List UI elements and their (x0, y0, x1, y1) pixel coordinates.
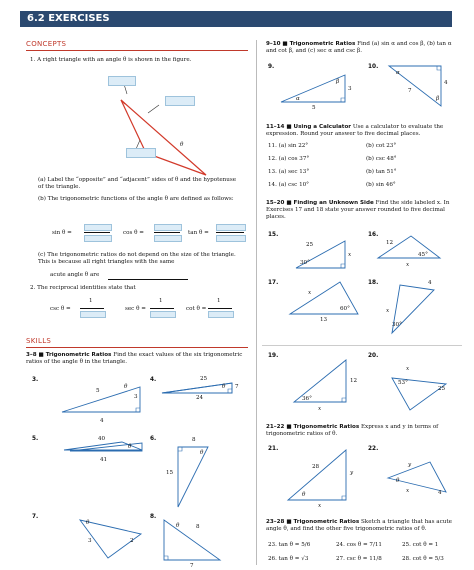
p9-beta: β (336, 79, 340, 85)
s1114-title: 11–14 ■ Using a Calculator (266, 124, 352, 130)
p5-side-b: 41 (100, 457, 108, 463)
calc-13a: 13. (a) sec 13° (268, 169, 310, 175)
p22-y: y (408, 462, 412, 468)
p10-side-b: 7 (408, 88, 412, 94)
ex-26: 26. tan θ = √3 (268, 556, 309, 562)
sec-one: 1 (159, 298, 163, 304)
p7-side-a: 3 (88, 538, 92, 544)
sec-label: sec θ = (125, 306, 146, 312)
cot-label: cot θ = (186, 306, 207, 312)
p22-theta: θ (396, 478, 400, 484)
p17-side-a: 13 (320, 317, 328, 323)
p8-side-a: 8 (196, 524, 200, 530)
question-1: 1. A right triangle with an angle θ is shown in the figure. (30, 57, 192, 63)
ex-23: 23. tan θ = 5/6 (268, 542, 311, 548)
s910-title: 9–10 ■ Trigonometric Ratios (266, 41, 356, 47)
p16-angle: 45° (418, 252, 428, 258)
p6-side-a: 8 (192, 437, 196, 443)
p17-x: x (308, 290, 312, 296)
skills-header: SKILLS (26, 337, 52, 345)
p22-number: 22. (368, 446, 379, 452)
skills-title: 3–8 ■ Trigonometric Ratios (26, 352, 112, 358)
question-2: 2. The reciprocal identities state that (30, 285, 136, 291)
p3-side-a: 5 (96, 388, 100, 394)
p9-side-a: 3 (348, 86, 352, 92)
p16-number: 16. (368, 232, 379, 238)
p19-angle: 36° (302, 396, 312, 402)
p19-number: 19. (268, 353, 279, 359)
p8-side-b: 7 (190, 563, 194, 569)
section-banner: 6.2 EXERCISES (20, 11, 452, 27)
calc-12a: 12. (a) cos 37° (268, 156, 310, 162)
calc-14a: 14. (a) csc 10° (268, 182, 309, 188)
p22-x: x (406, 488, 410, 494)
p18-x: x (386, 308, 390, 314)
cos-label: cos θ = (123, 230, 144, 236)
s2122-desc: Express x and y in terms of trigonometric ratios of θ. (266, 424, 439, 437)
p7-number: 7. (32, 514, 39, 520)
p21-x: x (318, 503, 322, 509)
p6-theta: θ (200, 450, 204, 456)
calc-13b: (b) tan 51° (366, 169, 397, 175)
p8-number: 8. (150, 514, 157, 520)
ex-25: 25. cot θ = 1 (402, 542, 439, 548)
p3-number: 3. (32, 377, 39, 383)
theta-label: θ (180, 142, 184, 148)
p20-number: 20. (368, 353, 379, 359)
part-c: (c) The trigonometric ratios do not depend on the size of the triangle. This is because all right triangles with the same (38, 252, 236, 265)
p18-number: 18. (368, 280, 379, 286)
calc-12b: (b) csc 48° (366, 156, 397, 162)
p10-alpha: α (396, 70, 400, 76)
csc-one: 1 (89, 298, 93, 304)
p15-number: 15. (268, 232, 279, 238)
calc-11a: 11. (a) sin 22° (268, 143, 309, 149)
p16-x: x (406, 262, 410, 268)
p15-x: x (348, 252, 352, 258)
p4-side-b: 7 (235, 384, 239, 390)
s1520-title: 15–20 ■ Finding an Unknown Side (266, 200, 374, 206)
s2122-title: 21–22 ■ Trigonometric Ratios (266, 424, 360, 430)
p20-angle: 53° (398, 380, 408, 386)
calc-11b: (b) cot 23° (366, 143, 397, 149)
s910-desc: Find (a) sin α and cos β, (b) tan α and cot β, and (c) sec α and csc β. (266, 41, 452, 54)
part-a: (a) Label the “opposite” and “adjacent” sides of θ and the hypotenuse of the triangle. (38, 177, 237, 190)
ex-24: 24. cos θ = 7/11 (336, 542, 382, 548)
p10-beta: β (436, 96, 440, 102)
p17-number: 17. (268, 280, 279, 286)
p19-side-a: 12 (350, 378, 358, 384)
p15-side-a: 25 (306, 242, 314, 248)
p17-angle: 60° (340, 306, 350, 312)
p6-side-b: 15 (166, 470, 174, 476)
p5-theta: θ (128, 444, 132, 450)
p21-number: 21. (268, 446, 279, 452)
sin-label: sin θ = (52, 230, 72, 236)
p21-side-a: 28 (312, 464, 320, 470)
p21-y: y (350, 470, 354, 476)
p9-number: 9. (268, 64, 275, 70)
p7-side-b: 2 (130, 538, 134, 544)
s2328-title: 23–28 ■ Trigonometric Ratios (266, 519, 360, 525)
p10-number: 10. (368, 64, 379, 70)
ex-28: 28. cot θ = 5/3 (402, 556, 444, 562)
p18-side-a: 4 (428, 280, 432, 286)
csc-label: csc θ = (50, 306, 71, 312)
p5-number: 5. (32, 436, 39, 442)
cot-one: 1 (217, 298, 221, 304)
p7-theta: θ (86, 520, 90, 526)
p19-x: x (318, 406, 322, 412)
p6-number: 6. (150, 436, 157, 442)
s1520-desc: Find the side labeled x. In Exercises 17 and 18 state your answer rounded to five decimal places. (266, 200, 450, 220)
p3-side-b: 3 (134, 394, 138, 400)
s2328-desc: Sketch a triangle that has acute angle θ, and find the other five trigonometric ratios of θ. (266, 519, 452, 532)
p18-angle: 30° (392, 322, 402, 328)
p3-side-c: 4 (100, 418, 104, 424)
p4-side-c: 24 (196, 395, 204, 401)
p3-theta: θ (124, 384, 128, 390)
p4-theta: θ (222, 384, 226, 390)
p10-side-a: 4 (444, 80, 448, 86)
p20-x: x (406, 366, 410, 372)
concepts-header: CONCEPTS (26, 40, 67, 48)
part-c-tail: acute angle θ are (50, 272, 100, 278)
p9-side-b: 5 (312, 105, 316, 111)
p4-number: 4. (150, 377, 157, 383)
calc-14b: (b) sin 46° (366, 182, 396, 188)
p8-theta: θ (176, 523, 180, 529)
tan-label: tan θ = (188, 230, 209, 236)
part-b: (b) The trigonometric functions of the angle θ are defined as follows: (38, 196, 234, 202)
p22-side-a: 4 (438, 490, 442, 496)
right-divider (262, 345, 462, 346)
skills-desc: Find the exact values of the six trigonometric ratios of the angle θ in the triangle. (26, 352, 243, 365)
p15-angle: 30° (300, 260, 310, 266)
ex-27: 27. csc θ = 11/8 (336, 556, 382, 562)
p4-side-a: 25 (200, 376, 208, 382)
s1114-desc: Use a calculator to evaluate the expression. Round your answer to five decimal places. (266, 124, 444, 137)
p20-side-a: 25 (438, 386, 446, 392)
p5-side-a: 40 (98, 436, 106, 442)
p16-side-a: 12 (386, 240, 394, 246)
p21-theta: θ (302, 492, 306, 498)
p9-alpha: α (296, 96, 300, 102)
